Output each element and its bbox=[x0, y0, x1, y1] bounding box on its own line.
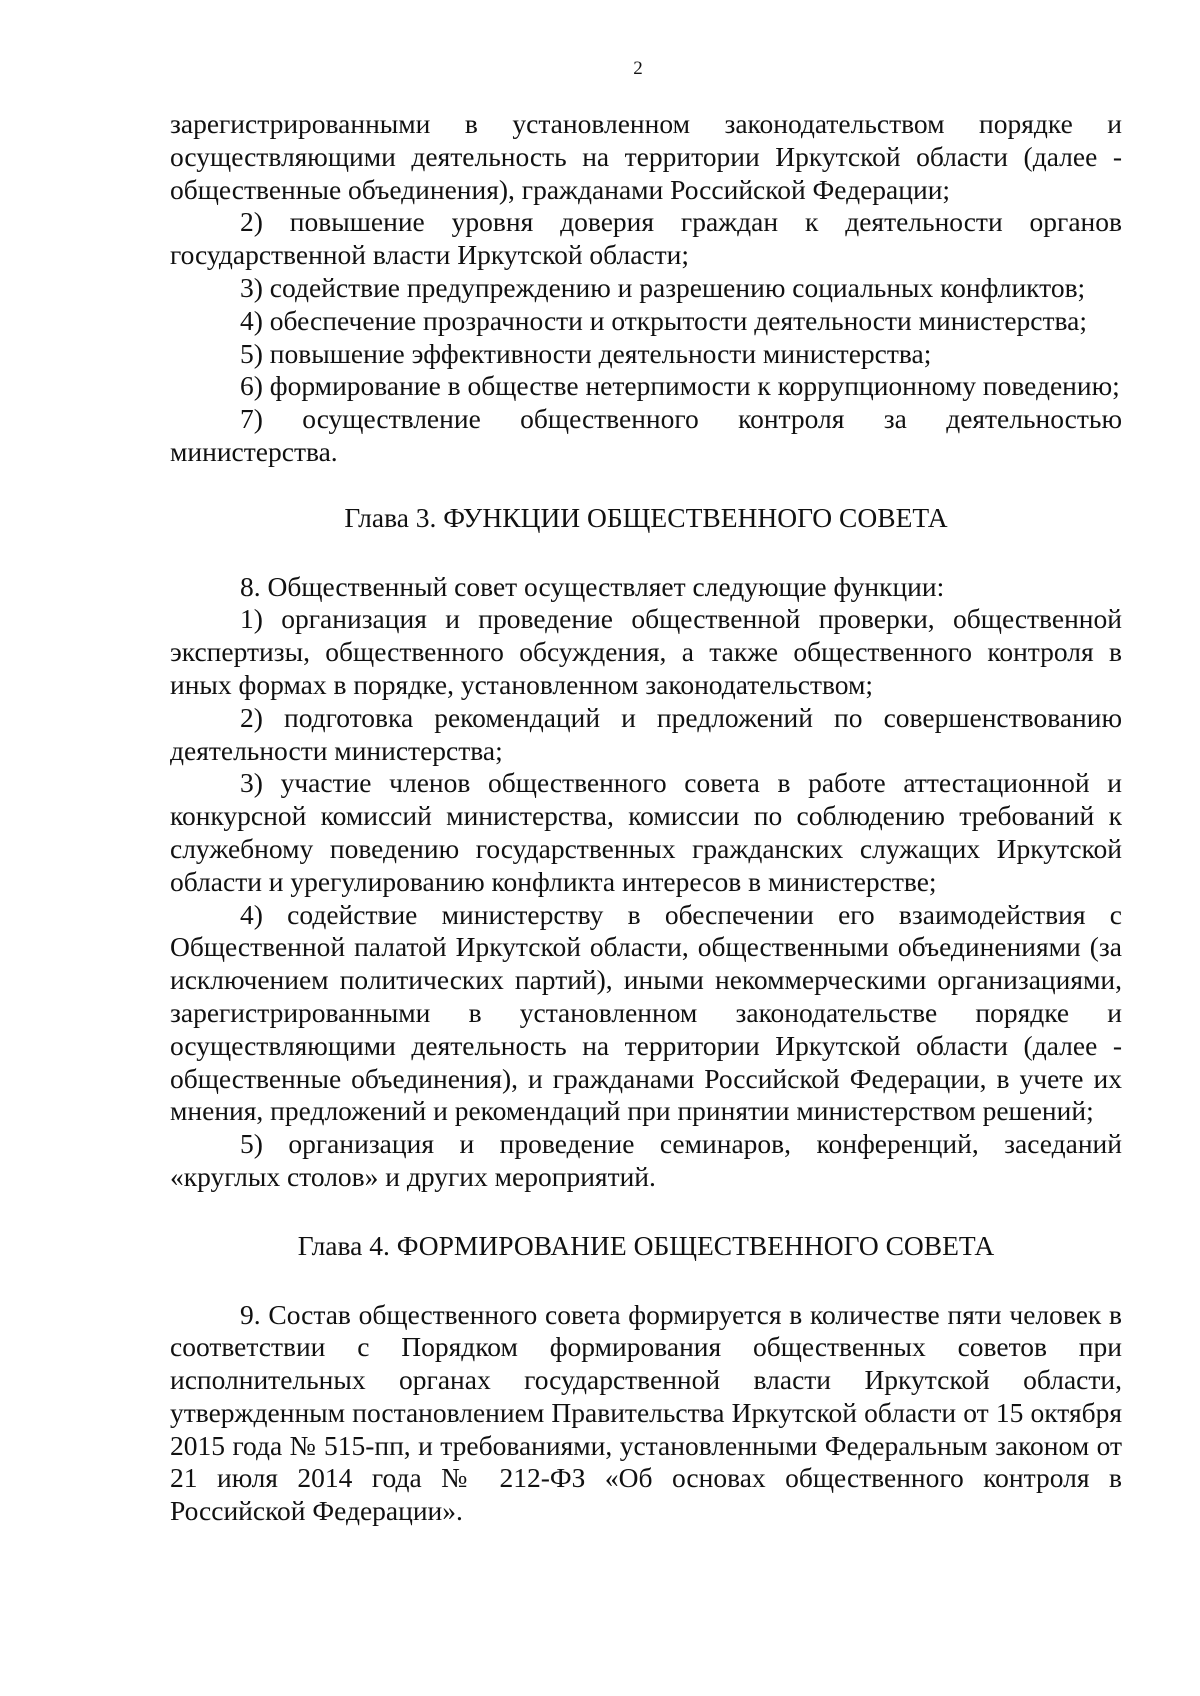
chapter-3-lead: 8. Общественный совет осуществляет следующие функции: bbox=[240, 570, 945, 602]
goal-item-3: 3) содействие предупреждению и разрешению социальных конфликтов; bbox=[240, 271, 1086, 303]
goal-item-5: 5) повышение эффективности деятельности министерства; bbox=[240, 337, 932, 369]
function-item-3: 3) участие членов общественного совета в работе аттестационной и конкурсной комиссий министерства, комиссии по соблюдению требований к служебному поведению государственных гражданских служащих Иркутской области и урегулированию конфликта интересов в министерстве; bbox=[170, 767, 1122, 897]
goal-item-4: 4) обеспечение прозрачности и открытости деятельности министерства; bbox=[240, 304, 1087, 336]
goal-item-2: 2) повышение уровня доверия граждан к деятельности органов государственной власти Иркутской области; bbox=[170, 206, 1122, 271]
goal-item-7: 7) осуществление общественного контроля за деятельностью министерства. bbox=[170, 403, 1122, 467]
chapter-3-heading: Глава 3. ФУНКЦИИ ОБЩЕСТВЕННОГО СОВЕТА bbox=[344, 501, 948, 533]
function-item-4: 4) содействие министерству в обеспечении его взаимодействия с Общественной палатой Иркутской области, общественными объединениями (за исключением политических партий), иными некоммерческими организациями, зарегистрированными в установленном законодательстве порядке и осуществляющими деятельность на территории Иркутской области (далее - общественные объединения), и гражданами Российской Федерации, в учете их мнения, предложений и рекомендаций при принятии министерством решений; bbox=[170, 898, 1122, 1127]
document-body bbox=[170, 108, 1122, 1528]
function-item-1: 1) организация и проведение общественной проверки, общественной экспертизы, общественного обсуждения, а также общественного контроля в иных формах в порядке, установленном законодательством; bbox=[170, 603, 1122, 700]
chapter-4-heading: Глава 4. ФОРМИРОВАНИЕ ОБЩЕСТВЕННОГО СОВЕТА bbox=[297, 1229, 995, 1261]
intro-paragraph: зарегистрированными в установленном законодательством порядке и осуществляющими деятельность на территории Иркутской области (далее - общественные объединения), гражданами Российской Федерации; bbox=[170, 108, 1122, 205]
goal-item-6: 6) формирование в обществе нетерпимости к коррупционному поведению; bbox=[240, 370, 1120, 402]
page-number: 2 bbox=[633, 58, 643, 79]
function-item-2: 2) подготовка рекомендаций и предложений по совершенствованию деятельности министерства; bbox=[170, 701, 1122, 766]
chapter-4-paragraph: 9. Состав общественного совета формируется в количестве пяти человек в соответствии с Порядком формирования общественных советов при исполнительных органах государственной власти Иркутской области, утвержденным постановлением Правительства Иркутской области от 15 октября 2015 года № 515-пп, и требованиями, установленными Федеральным законом от 21 июля 2014 года № 212-ФЗ «Об основах общественного контроля в Российской Федерации». bbox=[170, 1298, 1122, 1527]
function-item-5: 5) организация и проведение семинаров, конференций, заседаний «круглых столов» и других мероприятий. bbox=[170, 1128, 1122, 1192]
